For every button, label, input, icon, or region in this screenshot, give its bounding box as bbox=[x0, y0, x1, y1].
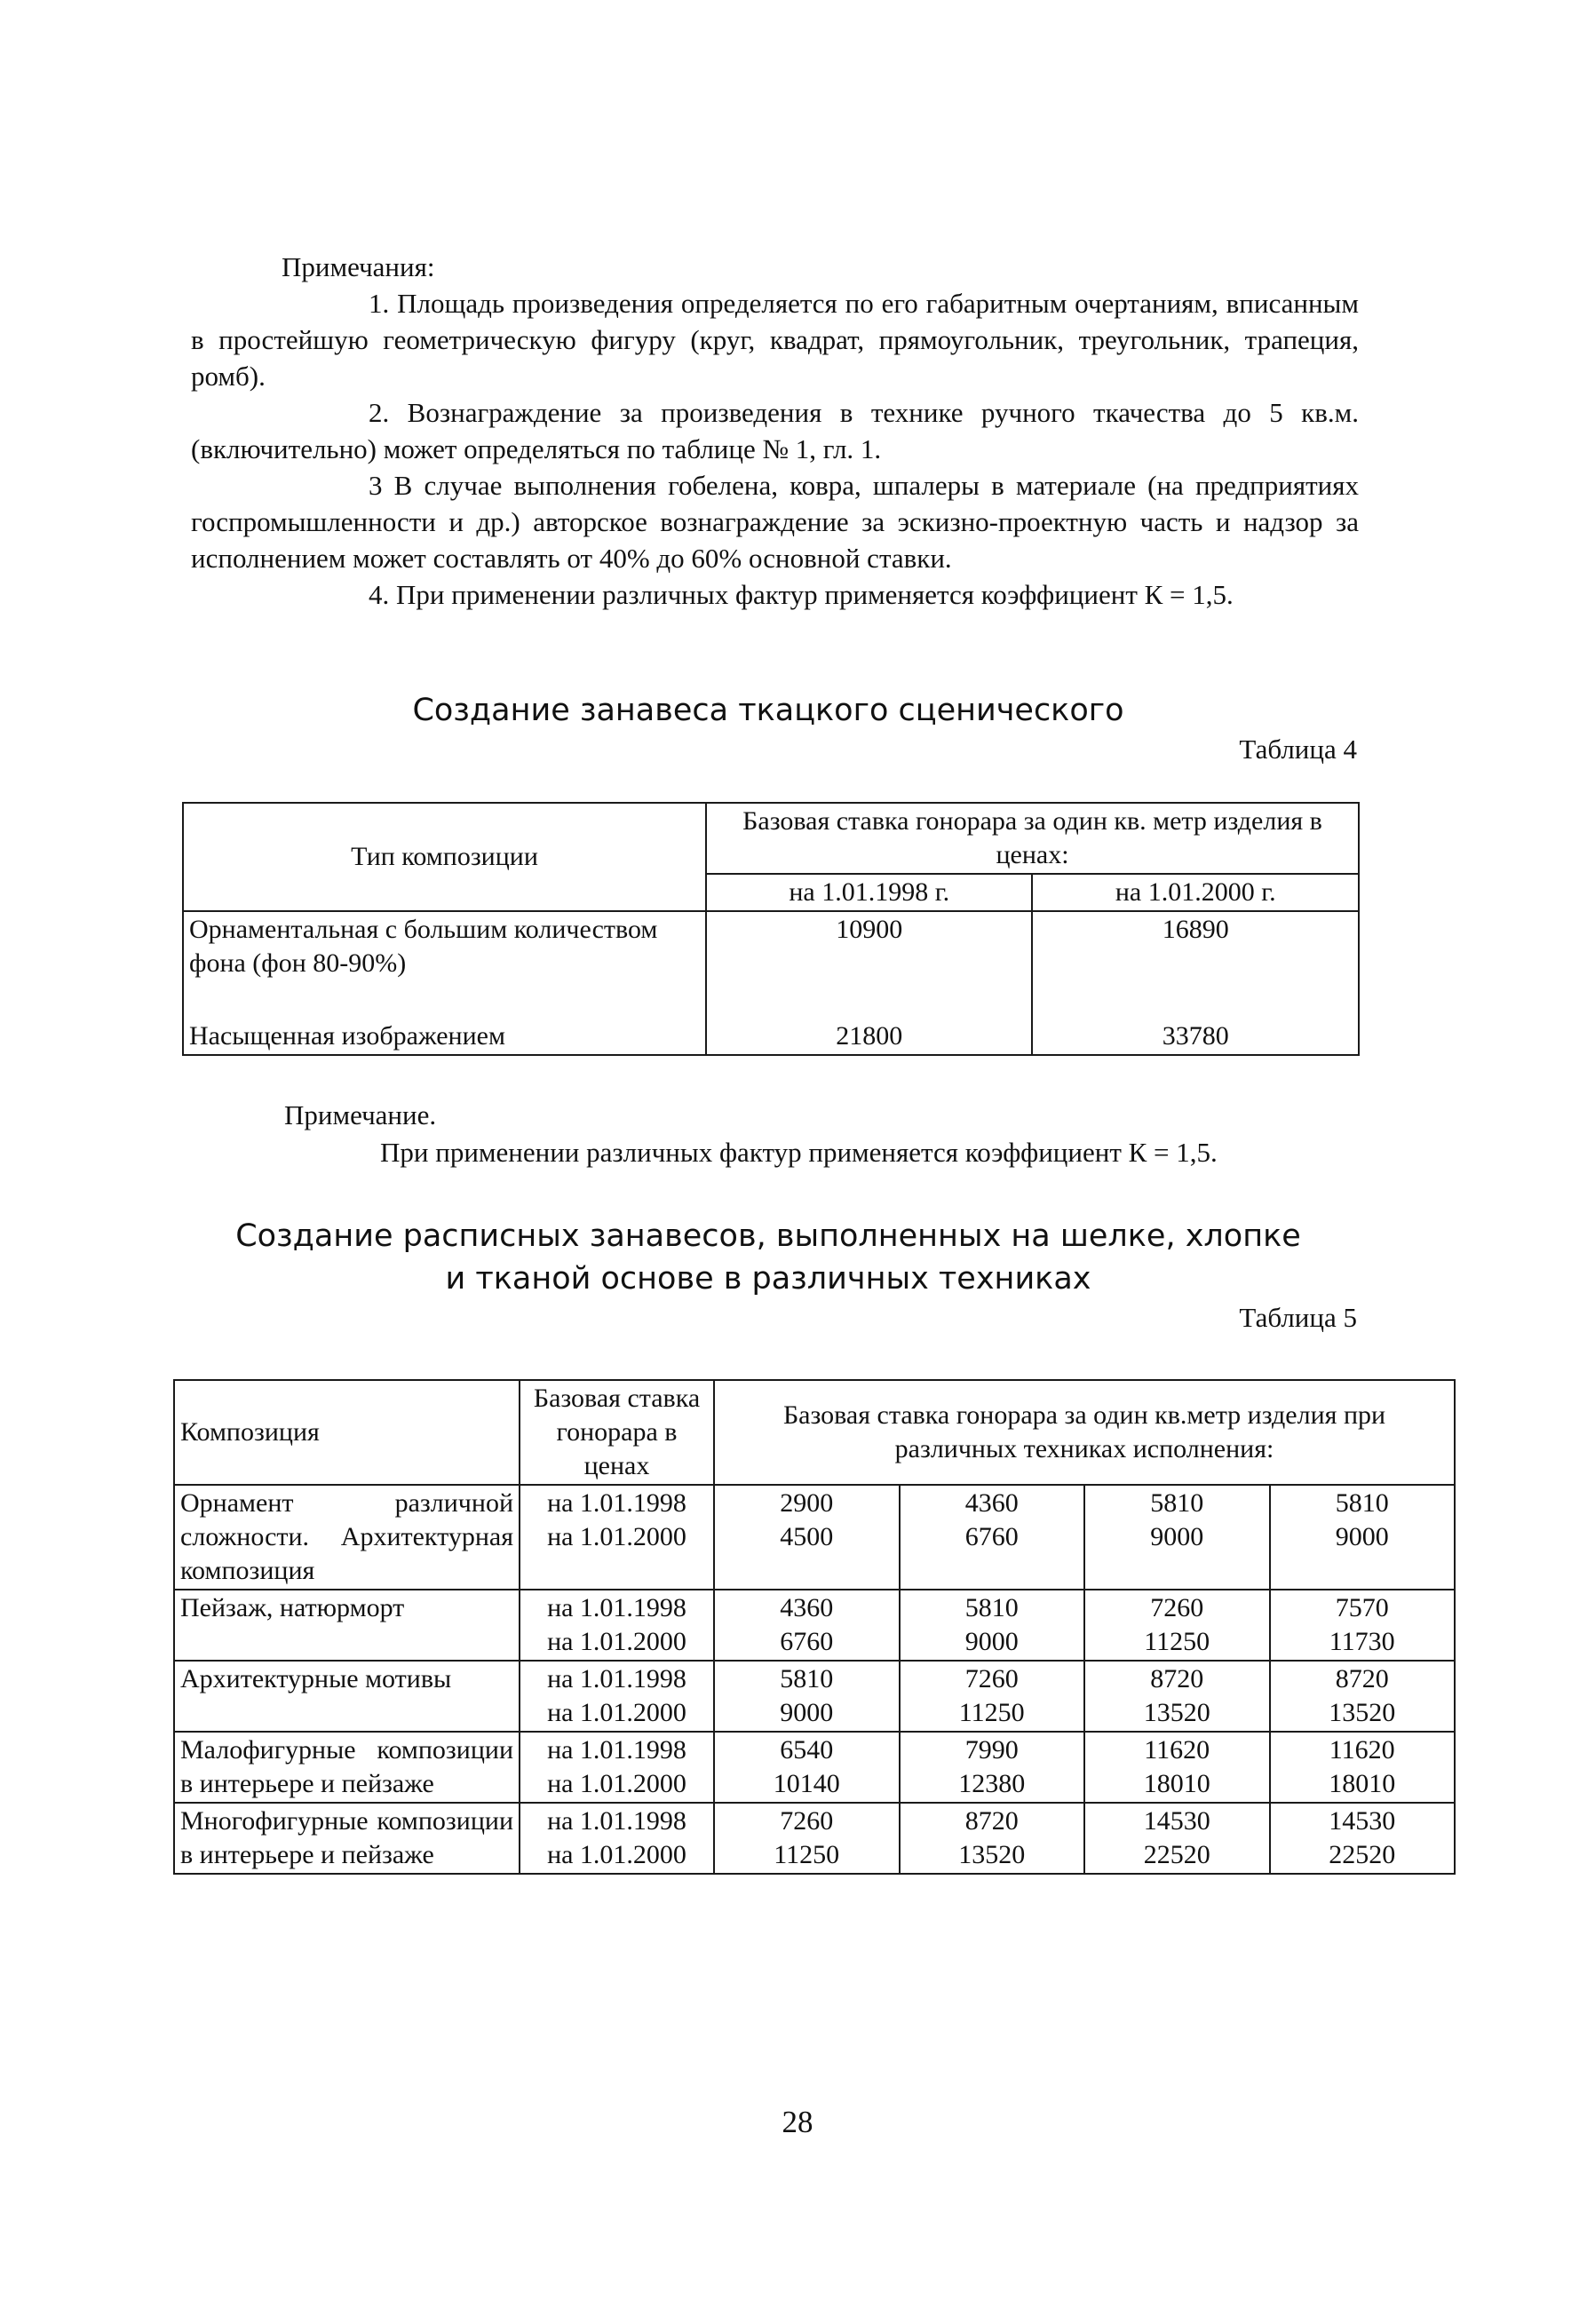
table4-col-date1: на 1.01.1998 г. bbox=[706, 874, 1032, 911]
value-2000: 9000 bbox=[1150, 1522, 1204, 1551]
value-2000: 13520 bbox=[958, 1840, 1026, 1869]
table5-value-cell bbox=[900, 1803, 1085, 1874]
value-2000: 4500 bbox=[780, 1522, 834, 1551]
value-1998: 5810 bbox=[1335, 1488, 1389, 1518]
value-1998: 2900 bbox=[780, 1488, 834, 1518]
table5 bbox=[173, 1379, 1456, 1875]
table-row bbox=[174, 1485, 1455, 1590]
table4-label: Таблица 4 bbox=[1239, 734, 1357, 765]
table4-row1-2000: 16890 bbox=[1032, 911, 1359, 1019]
table5-col-base: Базовая ставка гонорара в ценах bbox=[520, 1380, 714, 1485]
table5-value-cell bbox=[900, 1590, 1085, 1661]
table4-col-type: Тип композиции bbox=[183, 803, 706, 911]
value-1998: 11620 bbox=[1144, 1735, 1210, 1765]
date-1998: на 1.01.1998 bbox=[547, 1806, 686, 1836]
date-1998: на 1.01.1998 bbox=[547, 1593, 686, 1622]
value-1998: 4360 bbox=[780, 1593, 834, 1622]
table4-row2-1998: 21800 bbox=[706, 1019, 1032, 1055]
value-1998: 4360 bbox=[964, 1488, 1019, 1518]
value-2000: 13520 bbox=[1143, 1698, 1210, 1727]
value-2000: 9000 bbox=[780, 1698, 834, 1727]
table5-dates bbox=[520, 1590, 714, 1661]
note-3: 3 В случае выполнения гобелена, ковра, шпалеры в материале (на предприятиях госпромышленности и др.) авторское вознаграждение за эскизно-проектную часть и надзор за исполнением может составлять от 40% до 60% основной ставки. bbox=[191, 470, 1359, 574]
table5-value-cell bbox=[1084, 1590, 1270, 1661]
value-1998: 8720 bbox=[964, 1806, 1019, 1836]
value-2000: 12380 bbox=[958, 1769, 1026, 1798]
table-row bbox=[174, 1590, 1455, 1661]
value-2000: 10140 bbox=[773, 1769, 840, 1798]
table5-value-cell bbox=[900, 1732, 1085, 1803]
table5-dates bbox=[520, 1485, 714, 1590]
table5-title bbox=[178, 1215, 1359, 1300]
table5-value-cell bbox=[714, 1485, 900, 1590]
date-2000: на 1.01.2000 bbox=[547, 1627, 686, 1656]
value-1998: 8720 bbox=[1335, 1664, 1389, 1693]
table-row bbox=[183, 1019, 1359, 1055]
table5-comp: Орнамент различной сложности. Архитектурная композиция bbox=[174, 1485, 520, 1590]
table4-row1-1998: 10900 bbox=[706, 911, 1032, 1019]
value-1998: 5810 bbox=[964, 1593, 1019, 1622]
table5-value-cell bbox=[1270, 1485, 1456, 1590]
table4-title: Создание занавеса ткацкого сценического bbox=[412, 693, 1124, 728]
date-1998: на 1.01.1998 bbox=[547, 1488, 686, 1518]
note-4: 4. При применении различных фактур применяется коэффициент К = 1,5. bbox=[369, 579, 1234, 610]
value-1998: 7990 bbox=[964, 1735, 1019, 1765]
table5-comp: Архитектурные мотивы bbox=[174, 1661, 520, 1732]
date-2000: на 1.01.2000 bbox=[547, 1522, 686, 1551]
table4-col-date2: на 1.01.2000 г. bbox=[1032, 874, 1359, 911]
value-2000: 6760 bbox=[964, 1522, 1019, 1551]
table5-title-line1: Создание расписных занавесов, выполненных на шелке, хлопке bbox=[235, 1218, 1301, 1254]
note-1: 1. Площадь произведения определяется по его габаритным очертаниям, вписанным в простейшую геометрическую фигуру (круг, квадрат, прямоугольник, треугольник, трапеция, ромб). bbox=[191, 288, 1359, 392]
table-row bbox=[174, 1661, 1455, 1732]
table5-value-cell bbox=[900, 1661, 1085, 1732]
value-2000: 6760 bbox=[780, 1627, 834, 1656]
table5-dates bbox=[520, 1732, 714, 1803]
table5-value-cell bbox=[714, 1661, 900, 1732]
value-1998: 14530 bbox=[1329, 1806, 1396, 1836]
table5-value-cell bbox=[1270, 1732, 1456, 1803]
table-row bbox=[174, 1732, 1455, 1803]
value-1998: 11620 bbox=[1329, 1735, 1395, 1765]
value-1998: 7260 bbox=[1150, 1593, 1204, 1622]
table5-dates bbox=[520, 1803, 714, 1874]
value-2000: 11250 bbox=[774, 1840, 840, 1869]
table5-title-line2: и тканой основе в различных техниках bbox=[445, 1261, 1091, 1297]
table4-row2-2000: 33780 bbox=[1032, 1019, 1359, 1055]
notes-section bbox=[191, 249, 1359, 613]
date-2000: на 1.01.2000 bbox=[547, 1769, 686, 1798]
note-2: 2. Вознаграждение за произведения в технике ручного ткачества до 5 кв.м. (включительно) может определяться по таблице № 1, гл. 1. bbox=[191, 397, 1359, 464]
table5-value-cell bbox=[714, 1732, 900, 1803]
table5-value-cell bbox=[714, 1590, 900, 1661]
value-1998: 5810 bbox=[780, 1664, 834, 1693]
table4-note-heading: Примечание. bbox=[284, 1099, 437, 1130]
table5-value-cell bbox=[1084, 1803, 1270, 1874]
value-1998: 8720 bbox=[1150, 1664, 1204, 1693]
value-2000: 18010 bbox=[1143, 1769, 1210, 1798]
table-row bbox=[174, 1803, 1455, 1874]
table5-comp: Многофигурные композиции в интерьере и пейзаже bbox=[174, 1803, 520, 1874]
value-2000: 9000 bbox=[1335, 1522, 1389, 1551]
table5-value-cell bbox=[1270, 1803, 1456, 1874]
table5-value-cell bbox=[1270, 1590, 1456, 1661]
table4-row2-type: Насыщенная изображением bbox=[183, 1019, 706, 1055]
table5-col-rate: Базовая ставка гонорара за один кв.метр изделия при различных техниках исполнения: bbox=[714, 1380, 1455, 1485]
table5-value-cell bbox=[1084, 1485, 1270, 1590]
date-2000: на 1.01.2000 bbox=[547, 1698, 686, 1727]
value-2000: 11250 bbox=[958, 1698, 1025, 1727]
table4-note bbox=[284, 1097, 1218, 1171]
page-number: 28 bbox=[782, 2105, 813, 2139]
table4-note-text: При применении различных фактур применяется коэффициент К = 1,5. bbox=[380, 1137, 1218, 1168]
value-1998: 7260 bbox=[964, 1664, 1019, 1693]
table5-comp: Пейзаж, натюрморт bbox=[174, 1590, 520, 1661]
value-2000: 22520 bbox=[1329, 1840, 1396, 1869]
value-1998: 14530 bbox=[1143, 1806, 1210, 1836]
value-2000: 11730 bbox=[1329, 1627, 1395, 1656]
table-row bbox=[183, 911, 1359, 1019]
value-1998: 7570 bbox=[1335, 1593, 1389, 1622]
value-1998: 7260 bbox=[780, 1806, 834, 1836]
value-2000: 13520 bbox=[1329, 1698, 1396, 1727]
table5-label: Таблица 5 bbox=[1239, 1302, 1357, 1333]
value-1998: 5810 bbox=[1150, 1488, 1204, 1518]
value-1998: 6540 bbox=[780, 1735, 834, 1765]
date-1998: на 1.01.1998 bbox=[547, 1664, 686, 1693]
table5-dates bbox=[520, 1661, 714, 1732]
table5-col-comp: Композиция bbox=[174, 1380, 520, 1485]
table5-value-cell bbox=[900, 1485, 1085, 1590]
value-2000: 18010 bbox=[1329, 1769, 1396, 1798]
table5-value-cell bbox=[1084, 1732, 1270, 1803]
date-2000: на 1.01.2000 bbox=[547, 1840, 686, 1869]
value-2000: 9000 bbox=[964, 1627, 1019, 1656]
table4 bbox=[182, 802, 1360, 1056]
date-1998: на 1.01.1998 bbox=[547, 1735, 686, 1765]
value-2000: 22520 bbox=[1143, 1840, 1210, 1869]
table5-value-cell bbox=[714, 1803, 900, 1874]
table5-value-cell bbox=[1270, 1661, 1456, 1732]
value-2000: 11250 bbox=[1144, 1627, 1210, 1656]
table5-comp: Малофигурные композиции в интерьере и пейзаже bbox=[174, 1732, 520, 1803]
table5-value-cell bbox=[1084, 1661, 1270, 1732]
table4-col-rate: Базовая ставка гонорара за один кв. метр изделия в ценах: bbox=[706, 803, 1359, 874]
table4-row1-type: Орнаментальная с большим количеством фона (фон 80-90%) bbox=[183, 911, 706, 1019]
notes-heading: Примечания: bbox=[282, 251, 435, 282]
